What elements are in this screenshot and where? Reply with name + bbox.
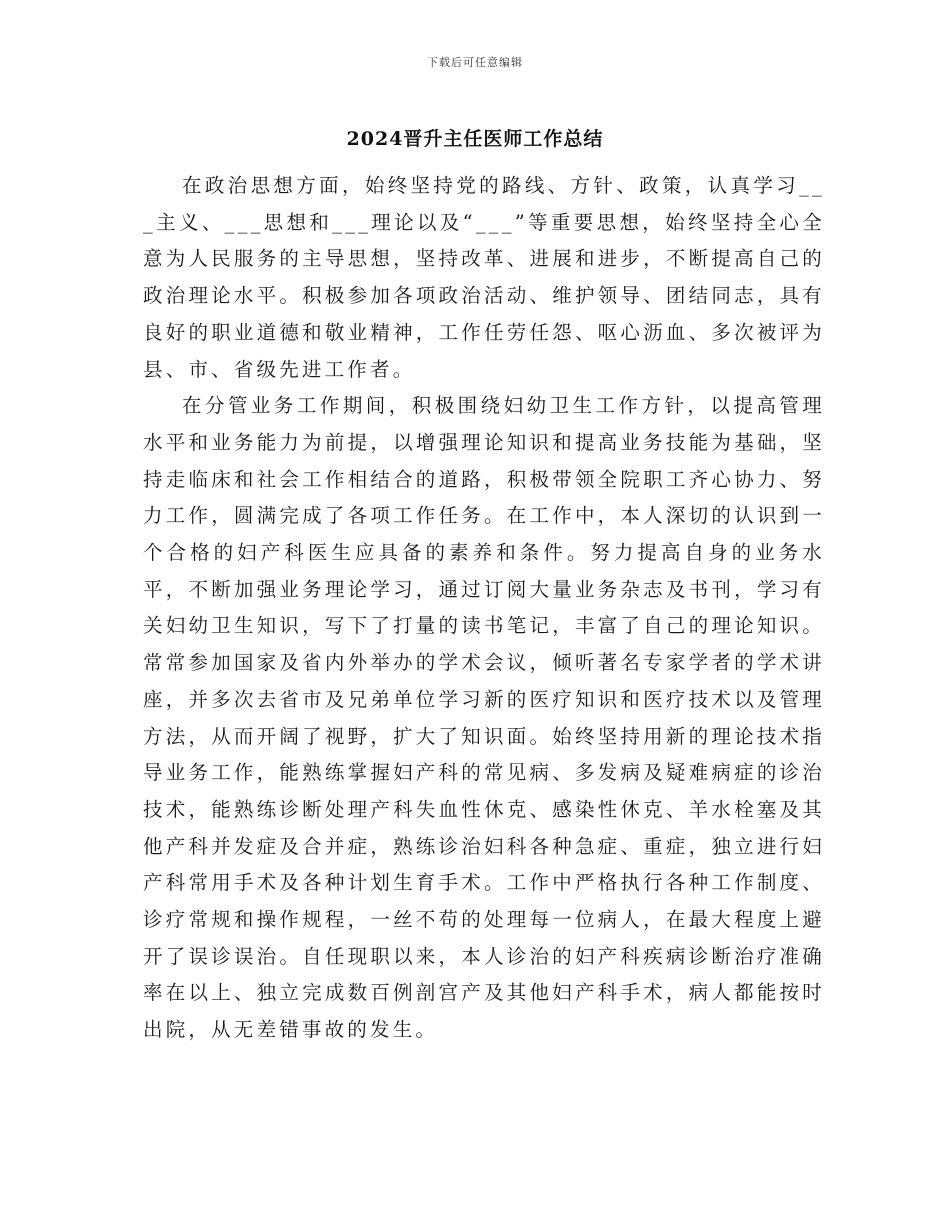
paragraph-political-thought: 在政治思想方面，始终坚持党的路线、方针、政策，认真学习___主义、___思想和___理论以及“___”等重要思想，始终坚持全心全意为人民服务的主导思想，坚持改革、进展和进步，不断提高自己的政治理论水平。积极参加各项政治活动、维护领导、团结同志，具有良好的职业道德和敬业精神，工作任劳任怨、呕心沥血、多次被评为县、市、省级先进工作者。 (143, 174, 825, 381)
header-note: 下载后可任意编辑 (427, 56, 523, 69)
document-body (143, 168, 825, 1049)
document-title: 2024晋升主任医师工作总结 (346, 128, 604, 150)
paragraph-business-work: 在分管业务工作期间，积极围绕妇幼卫生工作方针，以提高管理水平和业务能力为前提，以增强理论知识和提高业务技能为基础，坚持走临床和社会工作相结合的道路，积极带领全院职工齐心协力、努力工作，圆满完成了各项工作任务。在工作中，本人深切的认识到一个合格的妇产科医生应具备的素养和条件。努力提高自身的业务水平，不断加强业务理论学习，通过订阅大量业务杂志及书刊，学习有关妇幼卫生知识，写下了打量的读书笔记，丰富了自己的理论知识。常常参加国家及省内外举办的学术会议，倾听著名专家学者的学术讲座，并多次去省市及兄弟单位学习新的医疗知识和医疗技术以及管理方法，从而开阔了视野，扩大了知识面。始终坚持用新的理论技术指导业务工作，能熟练掌握妇产科的常见病、多发病及疑难病症的诊治技术，能熟练诊断处理产科失血性休克、感染性休克、羊水栓塞及其他产科并发症及合并症，熟练诊治妇科各种急症、重症，独立进行妇产科常用手术及各种计划生育手术。工作中严格执行各种工作制度、诊疗常规和操作规程，一丝不苟的处理每一位病人，在最大程度上避开了误诊误治。自任现职以来，本人诊治的妇产科疾病诊断治疗准确率在以上、独立完成数百例剖宫产及其他妇产科手术，病人都能按时出院，从无差错事故的发生。 (143, 394, 825, 1042)
